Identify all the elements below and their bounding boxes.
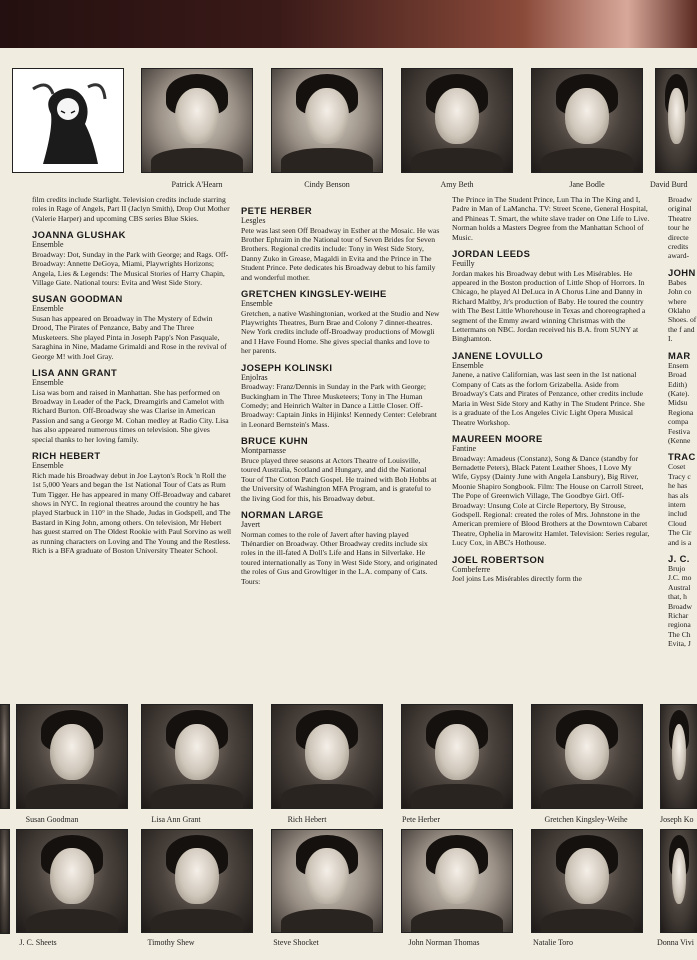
photo-caption: Rich Hebert	[287, 815, 327, 824]
headshot-photo	[655, 68, 697, 173]
bio-name: JANENE LOVULLO	[452, 349, 544, 361]
bio-text: Jordan makes his Broadway debut with Les Misérables. He appeared in the Boston production of Little Shop of Horrors. In Chicago, he played Al DeLuca in A Chorus Line and Danny in Richard Maltby, Jr's production of Baby. He toured the country with The Best Little Whorehouse in Texas and choreographed a segment of the Emmy award winning Christmas with the Lettermans on NBC. Jordan received his B.A. from SUNY at Binghamton.	[452, 268, 646, 344]
photo-caption: Pete Herber	[402, 815, 440, 824]
les-mis-logo-image	[12, 68, 124, 173]
photo-caption: Joseph Ko	[660, 815, 694, 824]
bio-text: Ensem Broad Edith) (Kate). Midsu Regiona compa Festiva (Kenne	[668, 360, 694, 445]
bio-text: award-	[668, 251, 690, 261]
bio-role: Montparnasse	[241, 446, 286, 456]
photo-caption: David Burd	[650, 180, 688, 189]
bio-role: Javert	[241, 519, 261, 529]
bio-name: RICH HEBERT	[32, 450, 101, 462]
bio-text: Brujo J.C. mo Austral that, h Broadw Richar regiona The Ch Evita, J	[668, 564, 693, 649]
bio-text: Joel joins Les Misérables directly form the	[452, 574, 582, 584]
bio-text: original	[668, 204, 692, 214]
bio-text: Babes John co where Oklaho Shoes. of the f and I.	[668, 277, 697, 344]
bio-name: J. C.	[668, 553, 690, 564]
headshot-photo	[401, 829, 513, 933]
headshot-photo	[271, 704, 383, 809]
bio-text: directe	[668, 232, 689, 242]
bio-text: Bruce played three seasons at Actors Theatre of Louisville, toured Australia, Scotland and Hungary, and did the National Tour of The Cotton Patch Gospel. He trained with Bob Hobbs at the University of Washington MFA Program, and is grateful to the living God for this, his Broadway debut.	[241, 455, 437, 503]
photo-caption: John Norman Thomas	[408, 938, 480, 947]
photo-caption: Gretchen Kingsley-Weihe	[544, 815, 628, 824]
photo-caption: Amy Beth	[440, 180, 474, 189]
bio-name: JOEL ROBERTSON	[452, 553, 545, 565]
headshot-photo	[271, 68, 383, 173]
bio-text: Broadway: Amadeus (Constanz), Song & Dance (standby for Bernadette Peters), Black Patent Leather Shoes, I Love My Wife, Gypsy (Dainty June with Angela Lansbury), Big River, Moonie Shapiro Songbook. Film: The House on Carroll Street, The Pope of Greenwich Village, The Goodbye Girl. Off-Broadway: Unsung Cole at Circle Repertory, By Strouse, Godspell. Regional: created the roles of Mrs. Johnstone in the American premiere of Blood Brothers at the Downtown Cabaret Theatre, Ophelia in Marowitz Hamlet. Television: Series regular, Lucy Cox, in ABC's Hothouse.	[452, 453, 650, 548]
headshot-photo	[0, 829, 10, 934]
bio-text: Theatre	[668, 213, 692, 223]
photo-caption: Jane Bodle	[569, 180, 605, 189]
headshot-photo	[141, 68, 253, 173]
bio-name: JOSEPH KOLINSKI	[241, 361, 333, 373]
bio-role: Ensemble	[32, 304, 64, 314]
bio-column-2	[241, 205, 441, 586]
photo-caption: Lisa Ann Grant	[151, 815, 201, 824]
headshot-photo	[141, 704, 253, 809]
headshot-photo	[16, 829, 128, 933]
bio-name: TRAC	[668, 451, 696, 463]
headshot-photo	[401, 68, 513, 173]
bio-name: BRUCE KUHN	[241, 435, 309, 447]
photo-caption: Cindy Benson	[304, 180, 350, 189]
bio-text: Broadway: Dot, Sunday in the Park with George; and Rags. Off-Broadway: Annette DeGoya, Miami, Playwrights Horizons; Angela, Lies & Legends: The Musical Stories of Harry Chapin, Village Gate. National tours: Evita and West Side Story.	[32, 249, 229, 288]
bio-name: PETE HERBER	[241, 205, 313, 216]
bio-text: Janene, a native Californian, was last seen in the 1st national Company of Cats as the forlorn Grizabella. Aside from Broadway's Cats and Pirates of Penzance, other credits include Maria in West Side Story and Kathy in The Student Prince. She is a graduate of the Los Angeles Civic Light Opera Musical Theatre Workshop.	[452, 370, 645, 427]
photo-caption: Donna Vivi	[657, 938, 694, 947]
bio-text: Gretchen, a native Washingtonian, worked at the Studio and New Playwrights Theatres, Burn Brae and Colony 7 dinner-theatres. New York credits include off-Broadway productions of Mowgli and I Have Found Home. She gives special thanks and love to her parents.	[241, 308, 440, 356]
bio-text: The Prince in The Student Prince, Lun Tha in The King and I, Padre in Man of LaMancha. TV: Street Scene, General Hospital, and Phineas T. Smart, the white slave trader on One Life to Live. Norman holds a Masters Degree from the Manhattan School of Music.	[452, 195, 650, 242]
bio-text: Coset Tracy c he has has als intern includ Cloud The Cir and is a	[668, 462, 692, 547]
bio-column-3	[452, 195, 650, 584]
bio-name: MAR	[668, 349, 691, 361]
bio-column-4	[668, 195, 697, 649]
photo-caption: J. C. Sheets	[19, 938, 57, 947]
bio-name: LISA ANN GRANT	[32, 367, 118, 379]
bio-role: Enjolras	[241, 372, 268, 382]
bio-role: Fantine	[452, 443, 476, 453]
photo-caption: Natalie Toro	[533, 938, 573, 947]
bio-text: Susan has appeared on Broadway in The Mystery of Edwin Drood, The Pirates of Penzance, Baby and The Three Musketeers. She played Pinta in Joseph Papp's Non Pasquale, Saraghina in Nine, Madame Grimaldi and Rose in the revival of George M! with Joel Gray.	[32, 314, 227, 361]
headshot-photo	[531, 68, 643, 173]
bio-name: MAUREEN MOORE	[452, 432, 543, 444]
bio-text: Pete was last seen Off Broadway in Esther at the Mosaic. He was Brother Ephraim in the National tour of Seven Brides for Seven Brothers. Regional credits include: Tony in West Side Story, Danny Zuko in Grease, Magaldi in Evita and the Prince in The Student Prince. Pete dedicates his Broadway debut to his family and wonderful mother.	[241, 225, 440, 282]
bio-name: JORDAN LEEDS	[452, 248, 531, 260]
bio-name: SUSAN GOODMAN	[32, 293, 123, 305]
bio-text: Norman comes to the role of Javert after having played Thénardier on Broadway. Other Broadway credits include six roles in the ill-fated A Doll's Life and Hans in Silverlake. He toured internationally as Tony in West Side Story, and originated the roles of Gus and Growltiger in the L.A. company of Cats. Tours:	[241, 529, 438, 586]
bio-role: Ensemble	[32, 461, 64, 471]
headshot-photo	[141, 829, 253, 933]
bio-role: Ensemble	[241, 299, 273, 309]
bio-column-1	[32, 195, 232, 555]
bio-role: Ensemble	[452, 360, 484, 370]
headshot-photo	[0, 704, 10, 809]
bio-text: Broadw	[668, 195, 693, 204]
photo-caption: Susan Goodman	[25, 815, 79, 824]
bio-role: Feuilly	[452, 259, 475, 269]
bio-name: JOHN	[668, 266, 696, 278]
photo-caption: Steve Shocket	[273, 938, 319, 947]
bio-name: JOANNA GLUSHAK	[32, 229, 126, 241]
bio-name: GRETCHEN KINGSLEY-WEIHE	[241, 288, 387, 300]
headshot-photo	[660, 829, 697, 933]
headshot-photo	[660, 704, 697, 809]
bio-text: Rich made his Broadway debut in Joe Layton's Rock 'n Roll the 1st 5,000 Years and began the 1st National Tour of Cats as Rum Tum Tigger. He has appeared in many Off-Broadway and cabaret shows in NYC. In regional theatres around the country he has played Starbuck in 110° in the Shade, Judas in Godspell, and The Bastard in King John, among others. On television, Mr Hebert has guest starred on The Oldest Rookie with Paul Sorvino as well as running characters on Loving and The Young and the Restless. Rich is a BFA graduate of Boston University Theater School.	[32, 470, 232, 555]
bio-role: Combeferre	[452, 564, 491, 574]
headshot-photo	[271, 829, 383, 933]
headshot-photo	[16, 704, 128, 809]
bio-text: tour he	[668, 223, 690, 233]
headshot-photo	[531, 829, 643, 933]
bio-text: Lisa was born and raised in Manhattan. She has performed on Broadway in Leader of the Pack, Dreamgirls and Camelot with Richard Burton. Off-Broadway she was Clarise in American Passion and sang a George M. Cohan medley at Radio City. Lisa has also appeared numerous times on television. She gives special thanks to her loving family.	[32, 387, 229, 444]
photo-caption: Timothy Shew	[147, 938, 195, 947]
headshot-photo	[401, 704, 513, 809]
headshot-photo	[531, 704, 643, 809]
photo-caption: Patrick A'Hearn	[171, 180, 223, 189]
bio-role: Ensemble	[32, 378, 64, 388]
background-curtain	[0, 0, 697, 50]
bio-role: Lesgles	[241, 216, 266, 225]
bio-text: Broadway: Franz/Dennis in Sunday in the Park with George; Buckingham in The Three Musketeers; Tony in The Human Comedy; and Heinrich Walter in Dance a Little Closer. Off-Broadway: Captain Jinks in Hijinks! Kennedy Center: Celebrant in Leonard Bernstein's Mass.	[241, 382, 437, 429]
bio-text: credits	[668, 242, 689, 252]
bio-role: Ensemble	[32, 240, 64, 250]
bio-name: NORMAN LARGE	[241, 508, 324, 520]
bio-text: film credits include Starlight. Television credits include starring roles in Rage of Angels, Part II (Jaclyn Smith), Drop Out Mother (Valerie Harper) and upcoming CBS series Blue Skies.	[32, 195, 230, 223]
